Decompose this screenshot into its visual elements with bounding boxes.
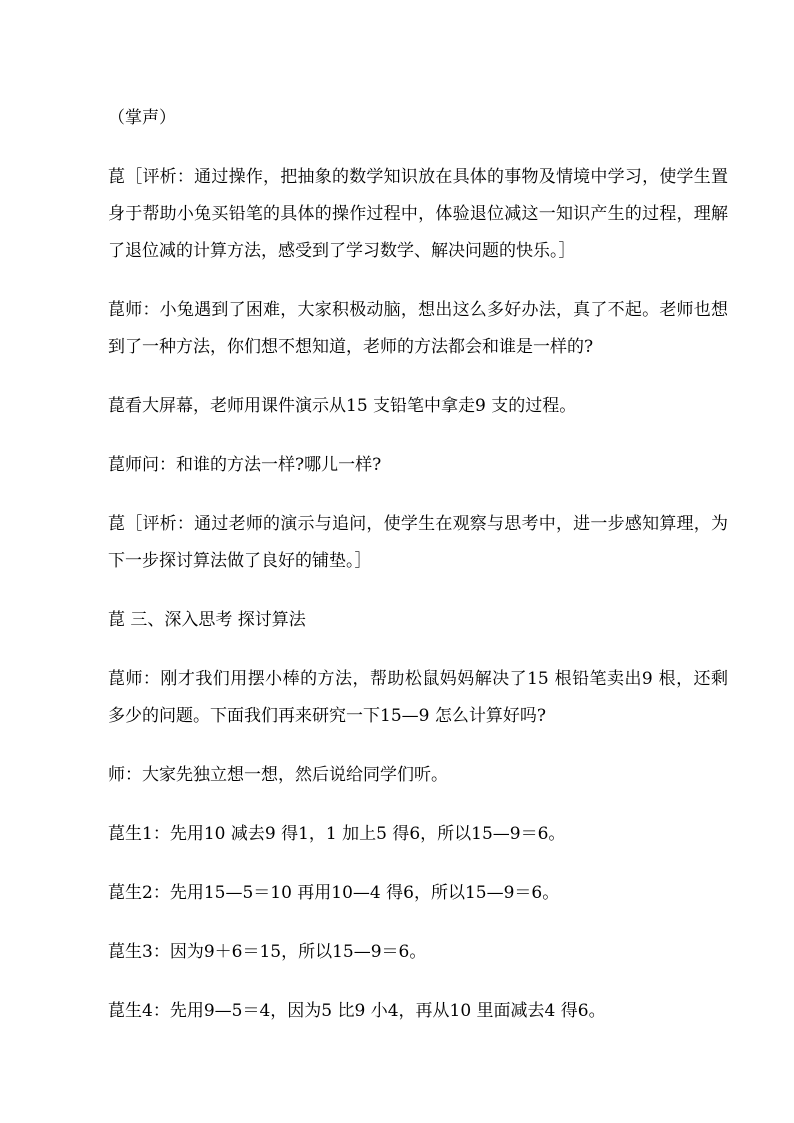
paragraph-student-2: 菎生2：先用15—5＝10 再用10—4 得6，所以15—9＝6。 xyxy=(108,883,560,903)
paragraph-teacher-question: 菎师问：和谁的方法一样?哪儿一样? xyxy=(108,455,382,475)
paragraph-student-4: 菎生4：先用9—5＝4，因为5 比9 小4，再从10 里面减去4 得6。 xyxy=(108,1001,606,1021)
paragraph-teacher-1: 菎师：小兔遇到了困难，大家积极动脑，想出这么多好办法，真了不起。老师也想到了一种方法，你们想不想知道，老师的方法都会和谁是一样的? xyxy=(108,300,728,357)
document-body xyxy=(108,100,728,1052)
section-heading: 菎 三、深入思考 探讨算法 xyxy=(108,610,306,630)
paragraph-applause: （掌声） xyxy=(108,108,176,128)
paragraph-screen-demo: 菎看大屏幕，老师用课件演示从15 支铅笔中拿走9 支的过程。 xyxy=(108,396,577,416)
paragraph-teacher-3: 师：大家先独立想一想，然后说给同学们听。 xyxy=(108,765,448,785)
paragraph-student-3: 菎生3：因为9＋6＝15，所以15—9＝6。 xyxy=(108,942,427,962)
paragraph-commentary-1: 菎［评析：通过操作，把抽象的数学知识放在具体的事物及情境中学习，使学生置身于帮助小兔买铅笔的具体的操作过程中，体验退位减这一知识产生的过程，理解了退位减的计算方法，感受到了学习数学、解决问题的快乐。］ xyxy=(108,167,728,261)
paragraph-commentary-2: 菎［评析：通过老师的演示与追问，使学生在观察与思考中，进一步感知算理，为下一步探讨算法做了良好的铺垫。］ xyxy=(108,514,728,571)
paragraph-student-1: 菎生1：先用10 减去9 得1，1 加上5 得6，所以15—9＝6。 xyxy=(108,824,566,844)
paragraph-teacher-2: 菎师：刚才我们用摆小棒的方法，帮助松鼠妈妈解决了15 根铅笔卖出9 根，还剩多少的问题。下面我们再来研究一下15—9 怎么计算好吗? xyxy=(108,669,728,726)
